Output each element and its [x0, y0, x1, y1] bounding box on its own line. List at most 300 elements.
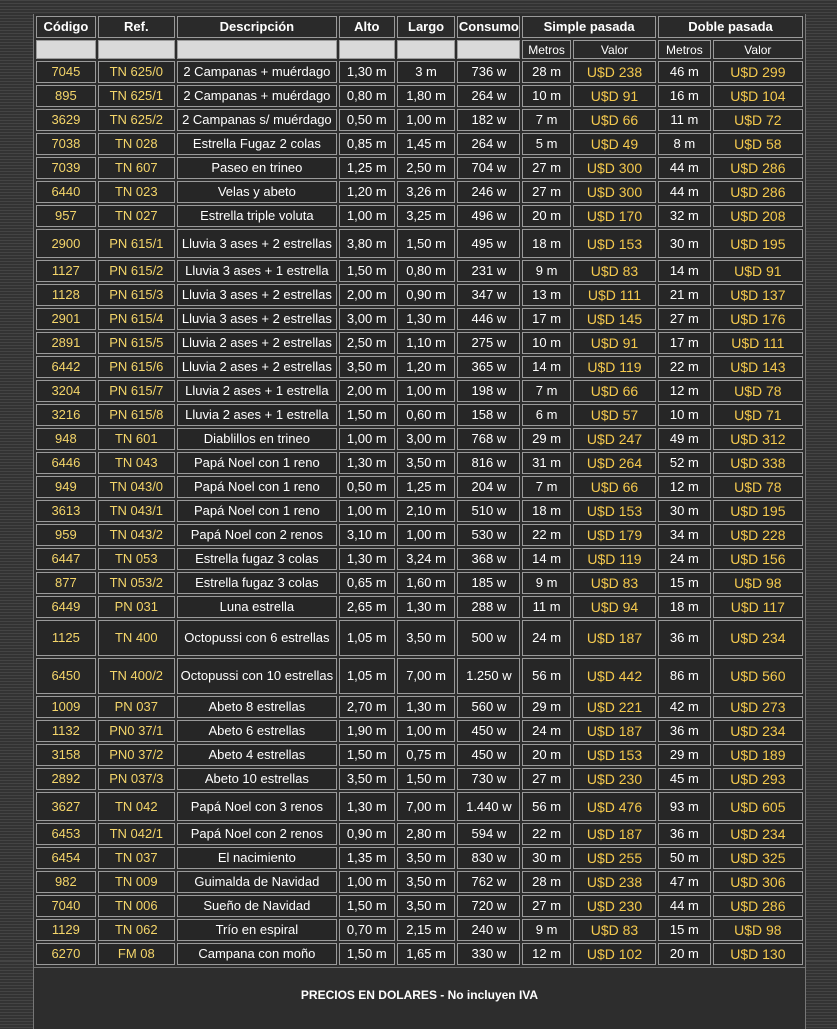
cell-descripcion: Abeto 6 estrellas	[177, 720, 337, 742]
cell-ref: TN 043	[98, 452, 175, 474]
cell-simple-metros: 28 m	[522, 871, 571, 893]
cell-codigo: 7045	[36, 61, 96, 83]
cell-simple-valor: U$D 300	[573, 157, 656, 179]
cell-codigo: 7040	[36, 895, 96, 917]
cell-doble-valor: U$D 98	[713, 919, 803, 941]
cell-doble-metros: 86 m	[658, 658, 711, 694]
cell-descripcion: Lluvia 2 ases + 2 estrellas	[177, 356, 337, 378]
cell-largo: 7,00 m	[397, 658, 456, 694]
cell-simple-valor: U$D 255	[573, 847, 656, 869]
cell-largo: 2,80 m	[397, 823, 456, 845]
header-codigo: Código	[36, 16, 96, 38]
cell-descripcion: Papá Noel con 1 reno	[177, 452, 337, 474]
cell-codigo: 3158	[36, 744, 96, 766]
table-row	[36, 847, 803, 869]
cell-descripcion: Abeto 8 estrellas	[177, 696, 337, 718]
cell-simple-metros: 24 m	[522, 620, 571, 656]
cell-simple-metros: 30 m	[522, 847, 571, 869]
cell-codigo: 6270	[36, 943, 96, 965]
cell-descripcion: Abeto 4 estrellas	[177, 744, 337, 766]
cell-consumo: 185 w	[457, 572, 520, 594]
cell-doble-valor: U$D 137	[713, 284, 803, 306]
cell-consumo: 330 w	[457, 943, 520, 965]
cell-largo: 1,30 m	[397, 596, 456, 618]
cell-consumo: 204 w	[457, 476, 520, 498]
table-row	[36, 823, 803, 845]
cell-codigo: 1009	[36, 696, 96, 718]
cell-alto: 0,90 m	[339, 823, 395, 845]
cell-consumo: 450 w	[457, 720, 520, 742]
cell-simple-metros: 28 m	[522, 61, 571, 83]
cell-descripcion: Octopussi con 6 estrellas	[177, 620, 337, 656]
cell-descripcion: Trío en espiral	[177, 919, 337, 941]
cell-simple-metros: 27 m	[522, 768, 571, 790]
table-row	[36, 720, 803, 742]
table-row	[36, 572, 803, 594]
cell-simple-valor: U$D 442	[573, 658, 656, 694]
cell-alto: 0,70 m	[339, 919, 395, 941]
cell-alto: 1,35 m	[339, 847, 395, 869]
cell-doble-valor: U$D 91	[713, 260, 803, 282]
cell-simple-valor: U$D 66	[573, 109, 656, 131]
cell-simple-metros: 24 m	[522, 720, 571, 742]
cell-doble-valor: U$D 98	[713, 572, 803, 594]
cell-doble-metros: 15 m	[658, 572, 711, 594]
cell-consumo: 365 w	[457, 356, 520, 378]
cell-doble-metros: 30 m	[658, 229, 711, 258]
cell-largo: 3,25 m	[397, 205, 456, 227]
table-row	[36, 356, 803, 378]
cell-ref: TN 043/0	[98, 476, 175, 498]
cell-largo: 3,50 m	[397, 620, 456, 656]
table-row	[36, 744, 803, 766]
cell-doble-metros: 36 m	[658, 720, 711, 742]
cell-doble-valor: U$D 143	[713, 356, 803, 378]
cell-codigo: 6440	[36, 181, 96, 203]
cell-simple-valor: U$D 153	[573, 500, 656, 522]
cell-descripcion: Papá Noel con 2 renos	[177, 524, 337, 546]
cell-largo: 1,50 m	[397, 768, 456, 790]
cell-codigo: 895	[36, 85, 96, 107]
cell-ref: PN 615/3	[98, 284, 175, 306]
cell-alto: 2,00 m	[339, 380, 395, 402]
cell-ref: PN 615/6	[98, 356, 175, 378]
table-row	[36, 620, 803, 656]
cell-largo: 1,80 m	[397, 85, 456, 107]
table-row	[36, 404, 803, 426]
cell-codigo: 982	[36, 871, 96, 893]
cell-alto: 1,05 m	[339, 658, 395, 694]
table-row	[36, 380, 803, 402]
cell-simple-metros: 31 m	[522, 452, 571, 474]
cell-doble-valor: U$D 72	[713, 109, 803, 131]
cell-alto: 3,50 m	[339, 768, 395, 790]
cell-simple-valor: U$D 57	[573, 404, 656, 426]
cell-descripcion: 2 Campanas s/ muérdago	[177, 109, 337, 131]
cell-simple-metros: 9 m	[522, 572, 571, 594]
cell-ref: PN0 37/1	[98, 720, 175, 742]
blank-cell	[397, 40, 456, 59]
cell-doble-metros: 10 m	[658, 404, 711, 426]
cell-largo: 1,45 m	[397, 133, 456, 155]
cell-consumo: 347 w	[457, 284, 520, 306]
cell-doble-valor: U$D 286	[713, 181, 803, 203]
cell-descripcion: Lluvia 3 ases + 2 estrellas	[177, 229, 337, 258]
cell-consumo: 594 w	[457, 823, 520, 845]
cell-simple-metros: 18 m	[522, 500, 571, 522]
cell-descripcion: Papá Noel con 1 reno	[177, 476, 337, 498]
cell-codigo: 6454	[36, 847, 96, 869]
cell-simple-metros: 12 m	[522, 943, 571, 965]
cell-largo: 1,00 m	[397, 720, 456, 742]
cell-consumo: 198 w	[457, 380, 520, 402]
cell-codigo: 1128	[36, 284, 96, 306]
cell-descripcion: Papá Noel con 2 renos	[177, 823, 337, 845]
cell-simple-valor: U$D 221	[573, 696, 656, 718]
cell-codigo: 959	[36, 524, 96, 546]
cell-doble-valor: U$D 312	[713, 428, 803, 450]
cell-descripcion: Octopussi con 10 estrellas	[177, 658, 337, 694]
cell-doble-metros: 17 m	[658, 332, 711, 354]
cell-doble-metros: 32 m	[658, 205, 711, 227]
cell-doble-valor: U$D 111	[713, 332, 803, 354]
cell-doble-valor: U$D 208	[713, 205, 803, 227]
cell-doble-metros: 44 m	[658, 181, 711, 203]
cell-alto: 3,10 m	[339, 524, 395, 546]
cell-ref: TN 043/2	[98, 524, 175, 546]
cell-alto: 1,00 m	[339, 205, 395, 227]
cell-codigo: 877	[36, 572, 96, 594]
cell-doble-valor: U$D 195	[713, 500, 803, 522]
cell-alto: 1,30 m	[339, 61, 395, 83]
cell-simple-valor: U$D 83	[573, 919, 656, 941]
table-row	[36, 871, 803, 893]
cell-doble-valor: U$D 58	[713, 133, 803, 155]
cell-doble-valor: U$D 78	[713, 476, 803, 498]
table-row	[36, 85, 803, 107]
cell-simple-metros: 17 m	[522, 308, 571, 330]
header-descripcion: Descripción	[177, 16, 337, 38]
cell-consumo: 231 w	[457, 260, 520, 282]
cell-largo: 2,50 m	[397, 157, 456, 179]
cell-simple-valor: U$D 91	[573, 85, 656, 107]
cell-doble-valor: U$D 286	[713, 157, 803, 179]
table-row	[36, 476, 803, 498]
cell-doble-valor: U$D 228	[713, 524, 803, 546]
cell-largo: 3,50 m	[397, 895, 456, 917]
table-row	[36, 260, 803, 282]
header-row	[36, 16, 803, 38]
cell-largo: 7,00 m	[397, 792, 456, 821]
footer-note: PRECIOS EN DOLARES - No incluyen IVA	[34, 967, 805, 1029]
table-row	[36, 157, 803, 179]
cell-simple-valor: U$D 119	[573, 356, 656, 378]
cell-consumo: 720 w	[457, 895, 520, 917]
blank-cell	[339, 40, 395, 59]
cell-doble-metros: 34 m	[658, 524, 711, 546]
cell-consumo: 240 w	[457, 919, 520, 941]
cell-codigo: 2892	[36, 768, 96, 790]
cell-descripcion: Luna estrella	[177, 596, 337, 618]
cell-codigo: 6447	[36, 548, 96, 570]
cell-ref: TN 053	[98, 548, 175, 570]
cell-ref: PN 615/7	[98, 380, 175, 402]
cell-largo: 0,80 m	[397, 260, 456, 282]
cell-alto: 1,50 m	[339, 895, 395, 917]
cell-consumo: 730 w	[457, 768, 520, 790]
cell-codigo: 3627	[36, 792, 96, 821]
cell-simple-valor: U$D 300	[573, 181, 656, 203]
cell-descripcion: Papá Noel con 1 reno	[177, 500, 337, 522]
cell-doble-metros: 14 m	[658, 260, 711, 282]
cell-alto: 1,00 m	[339, 428, 395, 450]
cell-doble-valor: U$D 234	[713, 720, 803, 742]
cell-doble-valor: U$D 273	[713, 696, 803, 718]
cell-simple-metros: 7 m	[522, 476, 571, 498]
cell-doble-valor: U$D 78	[713, 380, 803, 402]
table-row	[36, 943, 803, 965]
cell-largo: 2,15 m	[397, 919, 456, 941]
cell-consumo: 560 w	[457, 696, 520, 718]
cell-ref: TN 062	[98, 919, 175, 941]
cell-descripcion: Lluvia 2 ases + 1 estrella	[177, 404, 337, 426]
cell-alto: 2,50 m	[339, 332, 395, 354]
cell-codigo: 6449	[36, 596, 96, 618]
cell-descripcion: Estrella Fugaz 2 colas	[177, 133, 337, 155]
cell-simple-metros: 13 m	[522, 284, 571, 306]
cell-descripcion: Abeto 10 estrellas	[177, 768, 337, 790]
cell-doble-valor: U$D 234	[713, 823, 803, 845]
cell-largo: 1,00 m	[397, 524, 456, 546]
cell-descripcion: Papá Noel con 3 renos	[177, 792, 337, 821]
header-ref: Ref.	[98, 16, 175, 38]
cell-ref: PN 037	[98, 696, 175, 718]
cell-codigo: 3613	[36, 500, 96, 522]
cell-alto: 2,70 m	[339, 696, 395, 718]
table-row	[36, 181, 803, 203]
subheader-simple-valor: Valor	[573, 40, 656, 59]
cell-alto: 1,50 m	[339, 404, 395, 426]
cell-alto: 1,50 m	[339, 260, 395, 282]
cell-simple-valor: U$D 153	[573, 744, 656, 766]
cell-simple-metros: 9 m	[522, 919, 571, 941]
cell-largo: 1,60 m	[397, 572, 456, 594]
cell-simple-valor: U$D 187	[573, 823, 656, 845]
cell-largo: 0,90 m	[397, 284, 456, 306]
header-doble-pasada: Doble pasada	[658, 16, 803, 38]
cell-simple-valor: U$D 145	[573, 308, 656, 330]
cell-alto: 1,30 m	[339, 452, 395, 474]
table-row	[36, 596, 803, 618]
cell-simple-metros: 27 m	[522, 157, 571, 179]
cell-doble-valor: U$D 195	[713, 229, 803, 258]
cell-simple-valor: U$D 153	[573, 229, 656, 258]
cell-ref: PN 615/5	[98, 332, 175, 354]
cell-alto: 1,30 m	[339, 548, 395, 570]
cell-simple-metros: 22 m	[522, 823, 571, 845]
cell-simple-metros: 20 m	[522, 205, 571, 227]
cell-codigo: 1129	[36, 919, 96, 941]
cell-largo: 0,75 m	[397, 744, 456, 766]
cell-codigo: 3629	[36, 109, 96, 131]
cell-simple-metros: 7 m	[522, 109, 571, 131]
cell-ref: TN 027	[98, 205, 175, 227]
price-list-panel	[33, 14, 806, 1029]
cell-ref: PN 615/1	[98, 229, 175, 258]
cell-ref: TN 042/1	[98, 823, 175, 845]
cell-doble-valor: U$D 130	[713, 943, 803, 965]
cell-simple-valor: U$D 230	[573, 768, 656, 790]
cell-alto: 1,25 m	[339, 157, 395, 179]
cell-consumo: 158 w	[457, 404, 520, 426]
cell-doble-metros: 11 m	[658, 109, 711, 131]
cell-ref: PN0 37/2	[98, 744, 175, 766]
subheader-simple-metros: Metros	[522, 40, 571, 59]
subheader-row	[36, 40, 803, 59]
cell-alto: 1,05 m	[339, 620, 395, 656]
cell-simple-valor: U$D 247	[573, 428, 656, 450]
cell-simple-metros: 14 m	[522, 548, 571, 570]
cell-consumo: 830 w	[457, 847, 520, 869]
cell-codigo: 6442	[36, 356, 96, 378]
cell-codigo: 2891	[36, 332, 96, 354]
cell-largo: 1,30 m	[397, 696, 456, 718]
cell-doble-metros: 45 m	[658, 768, 711, 790]
table-row	[36, 919, 803, 941]
cell-alto: 3,50 m	[339, 356, 395, 378]
cell-consumo: 510 w	[457, 500, 520, 522]
cell-ref: TN 037	[98, 847, 175, 869]
header-alto: Alto	[339, 16, 395, 38]
cell-descripcion: Paseo en trineo	[177, 157, 337, 179]
cell-simple-metros: 10 m	[522, 332, 571, 354]
table-row	[36, 332, 803, 354]
blank-cell	[457, 40, 520, 59]
cell-alto: 0,50 m	[339, 476, 395, 498]
cell-largo: 2,10 m	[397, 500, 456, 522]
cell-simple-metros: 22 m	[522, 524, 571, 546]
cell-alto: 2,00 m	[339, 284, 395, 306]
cell-simple-metros: 29 m	[522, 696, 571, 718]
cell-largo: 3,26 m	[397, 181, 456, 203]
cell-simple-valor: U$D 66	[573, 476, 656, 498]
table-row	[36, 428, 803, 450]
cell-ref: TN 006	[98, 895, 175, 917]
cell-consumo: 495 w	[457, 229, 520, 258]
cell-alto: 1,00 m	[339, 500, 395, 522]
cell-codigo: 3216	[36, 404, 96, 426]
cell-ref: FM 08	[98, 943, 175, 965]
cell-doble-valor: U$D 176	[713, 308, 803, 330]
cell-simple-valor: U$D 102	[573, 943, 656, 965]
cell-consumo: 264 w	[457, 133, 520, 155]
cell-simple-valor: U$D 91	[573, 332, 656, 354]
cell-descripcion: 2 Campanas + muérdago	[177, 61, 337, 83]
cell-ref: PN 615/8	[98, 404, 175, 426]
cell-ref: PN 615/2	[98, 260, 175, 282]
cell-consumo: 816 w	[457, 452, 520, 474]
cell-simple-valor: U$D 238	[573, 871, 656, 893]
cell-consumo: 704 w	[457, 157, 520, 179]
cell-codigo: 2900	[36, 229, 96, 258]
cell-ref: TN 625/1	[98, 85, 175, 107]
cell-consumo: 450 w	[457, 744, 520, 766]
cell-largo: 0,60 m	[397, 404, 456, 426]
cell-alto: 0,80 m	[339, 85, 395, 107]
cell-ref: PN 031	[98, 596, 175, 618]
cell-codigo: 6450	[36, 658, 96, 694]
cell-doble-metros: 12 m	[658, 380, 711, 402]
cell-simple-valor: U$D 170	[573, 205, 656, 227]
cell-consumo: 1.250 w	[457, 658, 520, 694]
cell-doble-metros: 21 m	[658, 284, 711, 306]
cell-largo: 1,00 m	[397, 380, 456, 402]
price-table	[34, 14, 805, 967]
table-row	[36, 658, 803, 694]
cell-simple-metros: 20 m	[522, 744, 571, 766]
cell-alto: 1,20 m	[339, 181, 395, 203]
cell-codigo: 7038	[36, 133, 96, 155]
subheader-doble-metros: Metros	[658, 40, 711, 59]
cell-alto: 3,00 m	[339, 308, 395, 330]
cell-largo: 3,50 m	[397, 847, 456, 869]
cell-ref: TN 625/2	[98, 109, 175, 131]
cell-descripcion: Sueño de Navidad	[177, 895, 337, 917]
table-row	[36, 500, 803, 522]
cell-simple-metros: 6 m	[522, 404, 571, 426]
cell-doble-valor: U$D 104	[713, 85, 803, 107]
cell-doble-metros: 15 m	[658, 919, 711, 941]
cell-doble-valor: U$D 306	[713, 871, 803, 893]
cell-doble-metros: 36 m	[658, 620, 711, 656]
cell-simple-valor: U$D 238	[573, 61, 656, 83]
cell-descripcion: Diablillos en trineo	[177, 428, 337, 450]
cell-alto: 1,30 m	[339, 792, 395, 821]
cell-largo: 1,00 m	[397, 109, 456, 131]
cell-descripcion: Lluvia 3 ases + 1 estrella	[177, 260, 337, 282]
cell-codigo: 1132	[36, 720, 96, 742]
cell-doble-metros: 36 m	[658, 823, 711, 845]
cell-ref: TN 028	[98, 133, 175, 155]
cell-consumo: 768 w	[457, 428, 520, 450]
cell-consumo: 500 w	[457, 620, 520, 656]
cell-descripcion: 2 Campanas + muérdago	[177, 85, 337, 107]
cell-alto: 2,65 m	[339, 596, 395, 618]
cell-simple-valor: U$D 179	[573, 524, 656, 546]
cell-codigo: 7039	[36, 157, 96, 179]
cell-descripcion: Guimalda de Navidad	[177, 871, 337, 893]
cell-doble-metros: 44 m	[658, 895, 711, 917]
cell-simple-valor: U$D 49	[573, 133, 656, 155]
cell-descripcion: Estrella triple voluta	[177, 205, 337, 227]
cell-doble-metros: 30 m	[658, 500, 711, 522]
cell-simple-metros: 9 m	[522, 260, 571, 282]
cell-doble-valor: U$D 71	[713, 404, 803, 426]
cell-largo: 3,00 m	[397, 428, 456, 450]
cell-ref: TN 009	[98, 871, 175, 893]
cell-largo: 1,10 m	[397, 332, 456, 354]
table-row	[36, 548, 803, 570]
cell-doble-valor: U$D 286	[713, 895, 803, 917]
table-row	[36, 133, 803, 155]
subheader-doble-valor: Valor	[713, 40, 803, 59]
cell-simple-metros: 27 m	[522, 181, 571, 203]
blank-cell	[36, 40, 96, 59]
cell-doble-metros: 16 m	[658, 85, 711, 107]
cell-doble-valor: U$D 325	[713, 847, 803, 869]
cell-ref: TN 601	[98, 428, 175, 450]
cell-consumo: 446 w	[457, 308, 520, 330]
